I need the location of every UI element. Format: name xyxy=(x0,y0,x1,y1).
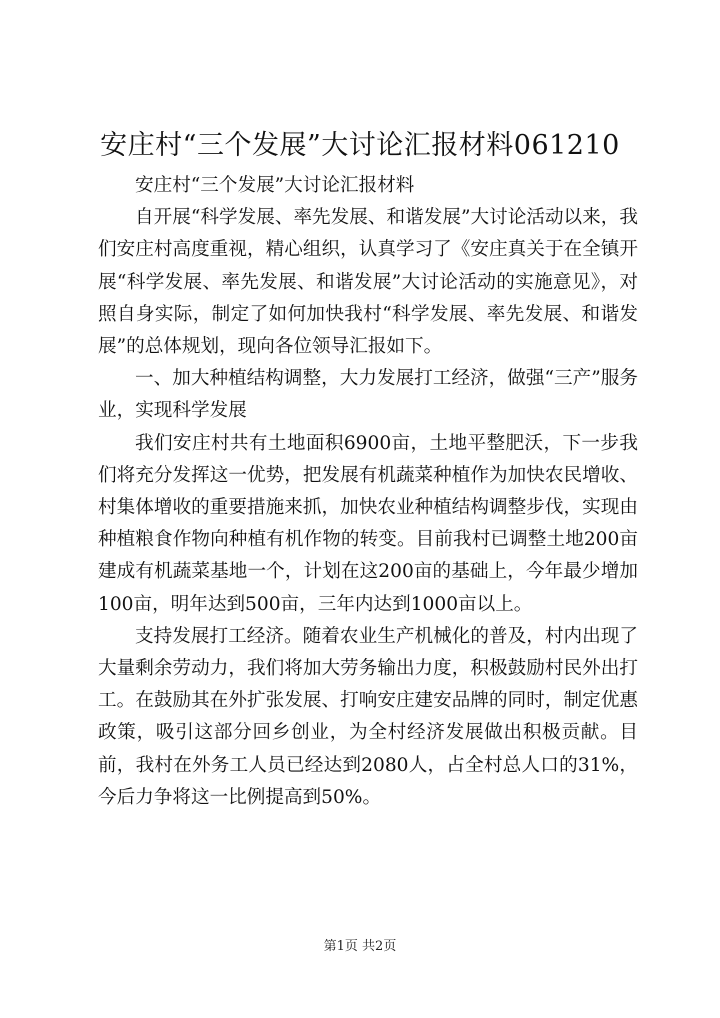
labor-paragraph: 支持发展打工经济。随着农业生产机械化的普及，村内出现了大量剩余劳动力，我们将加大劳务输出力度，积极鼓励村民外出打工。在鼓励其在外扩张发展、打响安庄建安品牌的同时，制定优惠政策，吸引这部分回乡创业，为全村经济发展做出积极贡献。目前，我村在外务工人员已经达到2080人，占全村总人口的31%，今后力争将这一比例提高到50%。 xyxy=(98,625,638,808)
document-title: 安庄村“三个发展”大讨论汇报材料061210 xyxy=(100,130,620,161)
document-body xyxy=(98,170,638,814)
intro-paragraph: 自开展“科学发展、率先发展、和谐发展”大讨论活动以来，我们安庄村高度重视，精心组织，认真学习了《安庄真关于在全镇开展“科学发展、率先发展、和谐发展”大讨论活动的实施意见》，对照自身实际，制定了如何加快我村“科学发展、率先发展、和谐发展”的总体规划，现向各位领导汇报如下。 xyxy=(98,207,638,358)
land-paragraph: 我们安庄村共有土地面积6900亩，土地平整肥沃，下一步我们将充分发挥这一优势，把发展有机蔬菜种植作为加快农民增收、村集体增收的重要措施来抓，加快农业种植结构调整步伐，实现由种植粮食作物向种植有机作物的转变。目前我村已调整土地200亩建成有机蔬菜基地一个，计划在这200亩的基础上，今年最少增加100亩，明年达到500亩，三年内达到1000亩以上。 xyxy=(98,432,638,615)
page-footer: 第1页 共2页 xyxy=(323,939,397,954)
section-heading-paragraph: 一、加大种植结构调整，大力发展打工经济，做强“三产”服务业，实现科学发展 xyxy=(98,368,638,422)
subtitle-paragraph: 安庄村“三个发展”大讨论汇报材料 xyxy=(135,175,415,196)
